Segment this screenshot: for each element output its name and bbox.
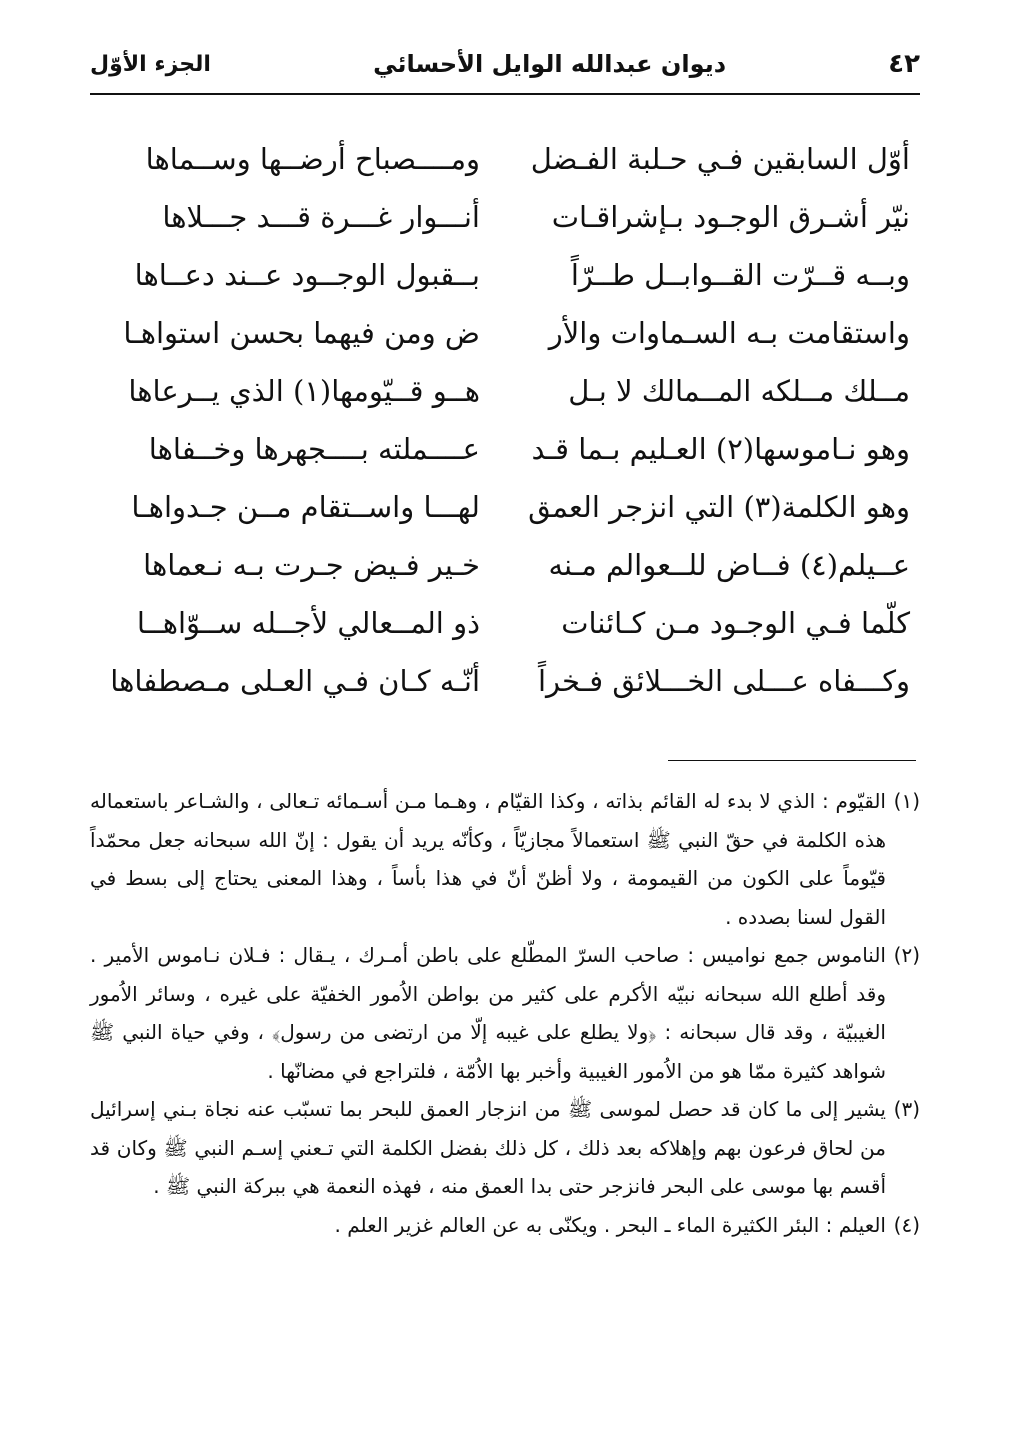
footnote-text: العيلم : البئر الكثيرة الماء ـ البحر . ويكنّى به عن العالم غزير العلم . bbox=[334, 1212, 886, 1237]
footnote-number: (٢) bbox=[893, 943, 920, 967]
verse-second-hemistich: أنّـه كـان فـي العـلى مـصطفاها bbox=[110, 664, 480, 698]
footnotes bbox=[90, 782, 920, 1244]
verse-second-hemistich: بــقبول الوجــود عــند دعــاها bbox=[134, 258, 480, 292]
verse-first-hemistich: عــيلم(٤) فــاض للــعوالم مـنه bbox=[548, 548, 910, 582]
verse-first-hemistich: وهو الكلمة(٣) التي انزجر العمق bbox=[528, 490, 910, 524]
part-label: الجزء الأوّل bbox=[90, 51, 211, 77]
verse-second-hemistich: ومــــصباح أرضــها وســماها bbox=[145, 142, 480, 176]
verse bbox=[110, 478, 910, 536]
verse bbox=[110, 362, 910, 420]
verse-second-hemistich: ض ومن فيهما بحسن استواهـا bbox=[123, 316, 480, 350]
verse-second-hemistich: هــو قــيّومها(١) الذي يــرعاها bbox=[128, 374, 480, 408]
verse bbox=[110, 304, 910, 362]
verse bbox=[110, 652, 910, 710]
footnote-text: الناموس جمع نواميس : صاحب السرّ المطّلع على باطن أمـرك ، يـقال : فـلان نـاموس الأمير . وقد أطلع الله سبحانه نبيّه الأكرم على كثير من بواطن الاُمور الخفيّة على غيره ، وسائر الاُمور الغيبيّة ، وقد قال سبحانه : ﴿ولا يطلع على غيبه إلّا من ارتضى من رسول﴾ ، وفي حياة النبي ﷺ شواهد كثيرة ممّا هو من الاُمور الغيبية وأخبر بها الاُمّة ، فلتراجع في مضانّها . bbox=[90, 943, 886, 1083]
footnote bbox=[90, 782, 920, 936]
verse-first-hemistich: واستقامت بـه السـماوات والأر bbox=[548, 316, 910, 350]
footnote-text: يشير إلى ما كان قد حصل لموسى ﷺ من انزجار العمق للبحر بما تسبّب عنه نجاة بـني إسرائيل من لحاق فرعون بهم وإهلاكه بعد ذلك ، كل ذلك بفضل الكلمة التي تـعني إسـم النبي ﷺ وكان قد أقسم بها موسى على البحر فانزجر حتى بدا العمق منه ، فهذه النعمة هي ببركة النبي ﷺ . bbox=[90, 1097, 886, 1198]
verse-first-hemistich: وبــه قــرّت القــوابــل طــرّاً bbox=[570, 258, 910, 292]
footnote-divider bbox=[668, 760, 916, 761]
poem bbox=[110, 130, 910, 710]
footnote bbox=[90, 1206, 920, 1245]
verse bbox=[110, 420, 910, 478]
footnote bbox=[90, 1090, 920, 1206]
verse bbox=[110, 246, 910, 304]
footnote bbox=[90, 936, 920, 1090]
verse-second-hemistich: أنـــوار غـــرة قـــد جـــلاها bbox=[162, 200, 480, 234]
verse-second-hemistich: عــــملته بــــجهرها وخــفاها bbox=[148, 432, 480, 466]
verse bbox=[110, 130, 910, 188]
verse-second-hemistich: ذو المــعالي لأجــله ســوّاهــا bbox=[136, 606, 480, 640]
footnote-number: (٣) bbox=[893, 1097, 920, 1121]
footnote-number: (١) bbox=[893, 789, 920, 813]
verse bbox=[110, 536, 910, 594]
verse-first-hemistich: نيّر أشـرق الوجـود بـإشراقـات bbox=[551, 200, 910, 234]
footnote-text: القيّوم : الذي لا بدء له القائم بذاته ، وكذا القيّام ، وهـما مـن أسـمائه تـعالى ، والشـاعر باستعماله هذه الكلمة في حقّ النبي ﷺ استعمالاً مجازيّاً ، وكأنّه يريد أن يقول : إنّ الله سبحانه جعل محمّداً قيّوماً على الكون من القيمومة ، ولا أظنّ أنّ في هذا بأساً ، وهذا المعنى يحتاج إلى بسط في القول لسنا بصدده . bbox=[90, 789, 886, 929]
verse bbox=[110, 188, 910, 246]
page-header bbox=[90, 40, 920, 88]
header-divider bbox=[90, 93, 920, 95]
verse-first-hemistich: مــلك مــلكه المــمالك لا بـل bbox=[568, 374, 910, 408]
verse-first-hemistich: أوّل السابقين فـي حـلبة الفـضل bbox=[530, 142, 910, 176]
verse-second-hemistich: خـير فـيض جـرت بـه نـعماها bbox=[143, 548, 480, 582]
book-title: ديوان عبدالله الوايل الأحسائي bbox=[373, 50, 727, 78]
verse-first-hemistich: وهو نـاموسها(٢) العـليم بـما قـد bbox=[531, 432, 910, 466]
page-number: ٤٢ bbox=[888, 49, 920, 79]
verse-first-hemistich: وكـــفاه عـــلى الخـــلائق فـخراً bbox=[537, 664, 910, 698]
verse-second-hemistich: لهـــا واســتقام مــن جـدواهـا bbox=[131, 490, 480, 524]
verse bbox=[110, 594, 910, 652]
footnote-number: (٤) bbox=[893, 1212, 920, 1237]
verse-first-hemistich: كلّما فـي الوجـود مـن كـائنات bbox=[561, 606, 910, 640]
